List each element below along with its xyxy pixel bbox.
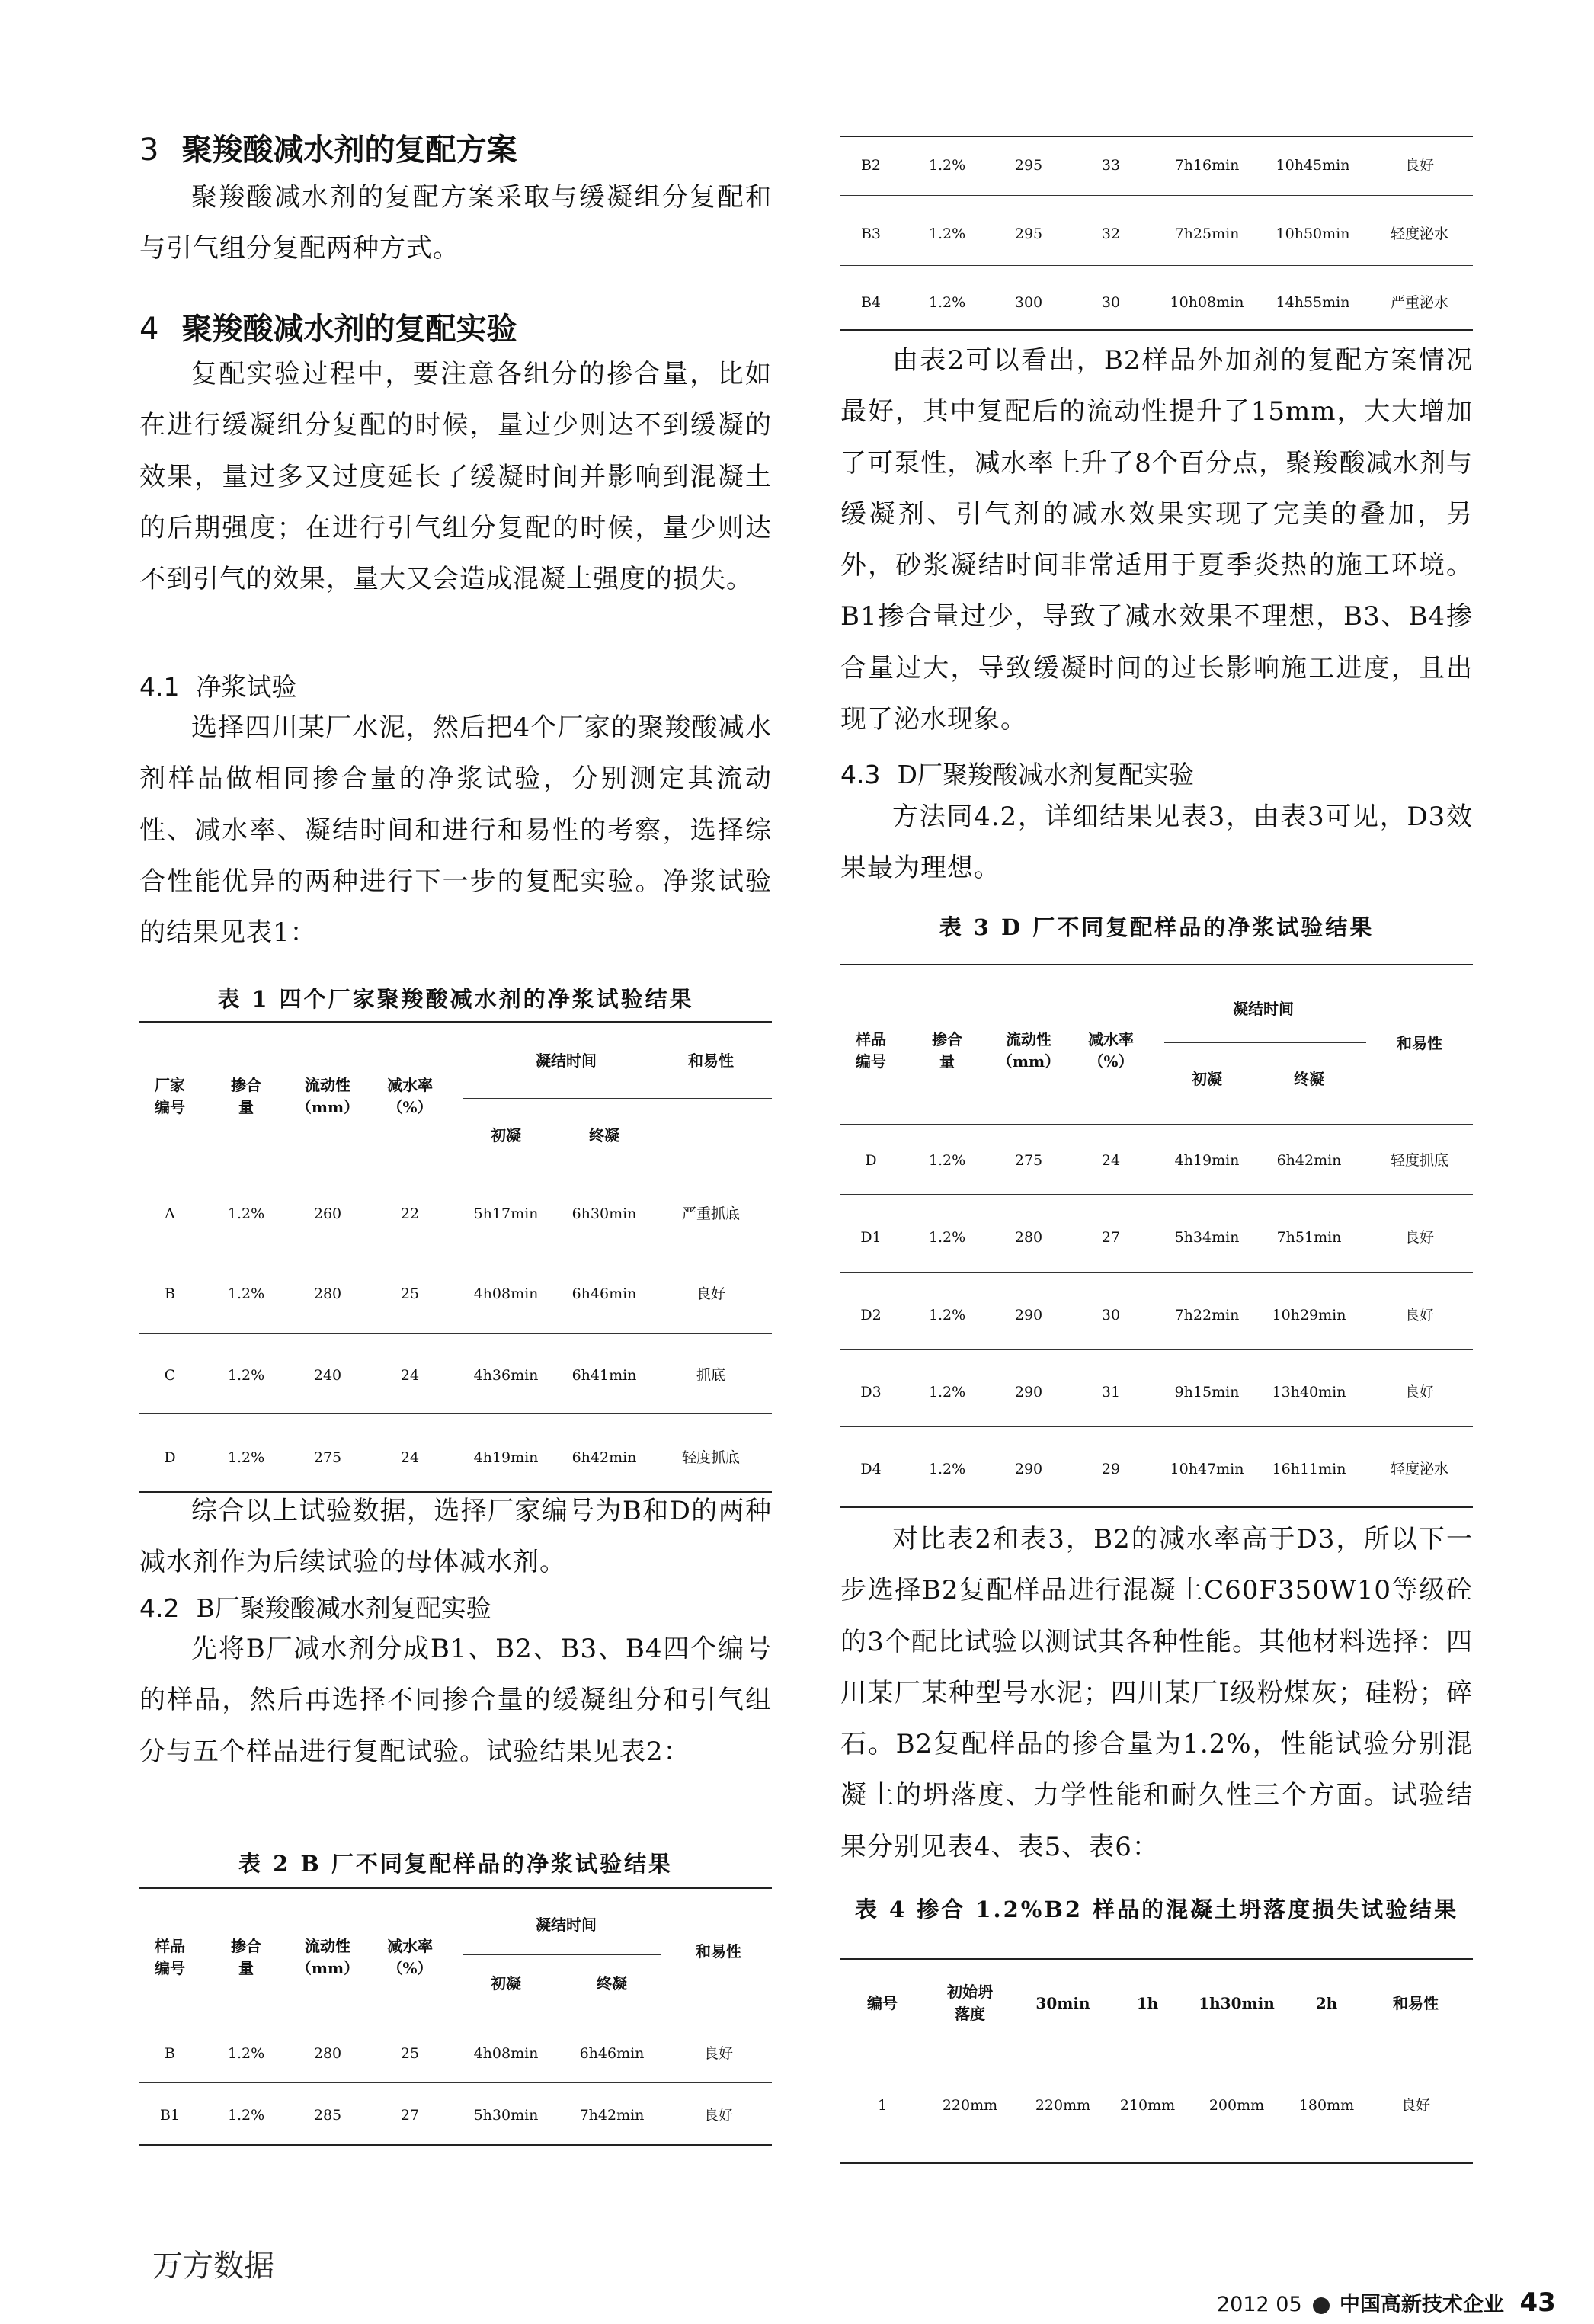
cell-wr: 30 [1101, 1307, 1121, 1324]
table-rule [840, 1349, 1473, 1350]
header-dose: 掺合 量 [231, 1076, 261, 1116]
cell-wr: 22 [400, 1205, 420, 1222]
cell-id: B [165, 1285, 175, 1302]
cell-flow: 280 [313, 2045, 342, 2062]
cell-id: D [865, 1152, 877, 1169]
cell-id: B4 [860, 294, 882, 311]
cell-workability: 良好 [703, 2045, 734, 2062]
table-1-caption: 表 1 四个厂家聚羧酸减水剂的净浆试验结果 [217, 986, 694, 1012]
watermark: 万方数据 [152, 2249, 274, 2284]
header-flow: 流动性 （mm） [296, 1937, 360, 1977]
table-2 [139, 1887, 772, 2177]
section-4-3-heading: 4.3 D厂聚羧酸减水剂复配实验 [840, 760, 1194, 789]
table-rule [840, 1194, 1473, 1195]
cell-initial: 4h08min [473, 2045, 539, 2062]
cell-flow: 290 [1014, 1461, 1043, 1477]
header-workability: 和易性 [688, 1052, 734, 1070]
cell-2h: 180mm [1298, 2097, 1355, 2114]
table-rule [840, 1124, 1473, 1125]
cell-dose: 1.2% [928, 1461, 966, 1477]
cell-initial: 5h34min [1174, 1229, 1240, 1246]
journal-name: 中国高新技术企业 [1339, 2293, 1504, 2316]
table-rule [840, 329, 1473, 331]
cell-final: 10h45min [1276, 157, 1350, 174]
header-initial-set: 初凝 [491, 1974, 521, 1993]
header-water-reduction: 减水率 （%） [387, 1076, 433, 1116]
cell-dose: 1.2% [928, 226, 966, 242]
section-4-2-heading: 4.2 B厂聚羧酸减水剂复配实验 [139, 1593, 491, 1623]
cell-id: D3 [860, 1384, 882, 1400]
cell-initial: 7h16min [1174, 157, 1240, 174]
cell-wr: 30 [1101, 294, 1121, 311]
cell-wr: 27 [400, 2107, 420, 2124]
cell-flow: 275 [1014, 1152, 1043, 1169]
page-number: 43 [1519, 2287, 1556, 2318]
cell-workability: 良好 [1400, 2097, 1431, 2114]
cell-dose: 1.2% [928, 1307, 966, 1324]
header-final-set: 终凝 [589, 1126, 619, 1144]
cell-flow: 290 [1014, 1307, 1043, 1324]
header-30min: 30min [1035, 1994, 1090, 2012]
section-4-paragraph: 复配实验过程中，要注意各组分的掺合量，比如在进行缓凝组分复配的时候，量过少则达不到缓凝的效果，量过多又过度延长了缓凝时间并影响到混凝土的后期强度；在进行引气组分复配的时候，量少则达不到引气的效果，量大又会造成混凝土强度的损失。 [139, 359, 772, 595]
table-rule [840, 1958, 1473, 1960]
header-1h30min: 1h30min [1199, 1994, 1275, 2012]
cell-id: D1 [860, 1229, 882, 1246]
table-3 [840, 964, 1473, 1513]
table-rule [139, 1021, 772, 1023]
cell-wr: 32 [1101, 226, 1121, 242]
cell-initial: 4h08min [473, 1285, 539, 1302]
cell-id: B1 [159, 2107, 181, 2124]
header-workability: 和易性 [1397, 1034, 1442, 1052]
section-3-paragraph: 聚羧酸减水剂的复配方案采取与缓凝组分复配和与引气组分复配两种方式。 [139, 182, 772, 264]
cell-workability: 轻度泌水 [1390, 1461, 1449, 1477]
cell-final: 6h42min [1276, 1152, 1342, 1169]
cell-wr: 24 [1101, 1152, 1121, 1169]
cell-workability: 轻度抓底 [1390, 1152, 1449, 1169]
table-1 [139, 1021, 772, 1509]
cell-workability: 良好 [1404, 157, 1435, 174]
header-flow: 流动性 （mm） [997, 1030, 1061, 1071]
cell-initial: 5h30min [473, 2107, 539, 2124]
table-rule [840, 964, 1473, 965]
cell-final: 6h41min [571, 1367, 637, 1384]
cell-workability: 轻度抓底 [681, 1449, 741, 1466]
cell-dose: 1.2% [227, 1205, 265, 1222]
header-1h: 1h [1136, 1994, 1159, 2012]
table-rule [139, 2144, 772, 2146]
header-initial-set: 初凝 [1192, 1070, 1222, 1088]
paragraph-after-table-1: 综合以上试验数据，选择厂家编号为B和D的两种减水剂作为后续试验的母体减水剂。 [139, 1496, 772, 1578]
cell-flow: 280 [313, 1285, 342, 1302]
header-number: 编号 [867, 1994, 898, 2012]
cell-initial: 10h47min [1170, 1461, 1244, 1477]
cell-final: 13h40min [1272, 1384, 1346, 1400]
cell-initial: 5h17min [473, 1205, 539, 1222]
cell-dose: 1.2% [928, 157, 966, 174]
cell-dose: 1.2% [928, 1229, 966, 1246]
header-subrule [463, 1098, 772, 1099]
section-4-3-paragraph: 方法同4.2，详细结果见表3，由表3可见，D3效果最为理想。 [840, 802, 1473, 884]
section-4-2-paragraph: 先将B厂减水剂分成B1、B2、B3、B4四个编号的样品，然后再选择不同掺合量的缓凝组分和引气组分与五个样品进行复配试验。试验结果见表2： [139, 1634, 772, 1767]
cell-wr: 29 [1101, 1461, 1121, 1477]
header-setting-time: 凝结时间 [536, 1916, 597, 1934]
cell-1h30min: 200mm [1208, 2097, 1265, 2114]
cell-final: 14h55min [1276, 294, 1350, 311]
header-workability: 和易性 [1393, 1994, 1439, 2012]
cell-wr: 25 [400, 2045, 420, 2062]
cell-final: 7h51min [1276, 1229, 1342, 1246]
cell-flow: 240 [313, 1367, 342, 1384]
cell-wr: 27 [1101, 1229, 1121, 1246]
header-subrule [463, 1954, 661, 1955]
cell-workability: 严重泌水 [1390, 294, 1449, 311]
cell-id: A [165, 1205, 175, 1222]
cell-id: B2 [860, 157, 882, 174]
cell-initial: 9h15min [1174, 1384, 1240, 1400]
table-rule [840, 1426, 1473, 1427]
cell-flow: 300 [1014, 294, 1043, 311]
table-4-caption: 表 4 掺合 1.2%B2 样品的混凝土坍落度损失试验结果 [854, 1897, 1459, 1922]
cell-wr: 33 [1101, 157, 1121, 174]
cell-flow: 285 [313, 2107, 342, 2124]
cell-wr: 24 [400, 1367, 420, 1384]
cell-id: D2 [860, 1307, 882, 1324]
header-workability: 和易性 [696, 1942, 741, 1961]
cell-wr: 24 [400, 1449, 420, 1466]
header-id: 样品 编号 [155, 1937, 185, 1977]
cell-dose: 1.2% [928, 294, 966, 311]
table-rule [840, 265, 1473, 266]
cell-final: 6h46min [579, 2045, 645, 2062]
header-final-set: 终凝 [597, 1974, 627, 1993]
cell-workability: 良好 [696, 1285, 726, 1302]
cell-final: 6h42min [571, 1449, 637, 1466]
table-rule [139, 1413, 772, 1414]
table-rule [840, 2162, 1473, 2164]
header-setting-time: 凝结时间 [1233, 1000, 1294, 1018]
cell-wr: 25 [400, 1285, 420, 1302]
table-2-continued [840, 136, 1473, 334]
cell-final: 10h50min [1276, 226, 1350, 242]
table-rule [840, 1272, 1473, 1273]
cell-flow: 280 [1014, 1229, 1043, 1246]
cell-id: B [165, 2045, 175, 2062]
cell-workability: 严重抓底 [681, 1205, 741, 1222]
header-dose: 掺合 量 [231, 1937, 261, 1977]
cell-dose: 1.2% [227, 1449, 265, 1466]
cell-final: 6h46min [571, 1285, 637, 1302]
cell-flow: 290 [1014, 1384, 1043, 1400]
cell-id: D [164, 1449, 176, 1466]
cell-workability: 良好 [1404, 1229, 1435, 1246]
cell-dose: 1.2% [227, 2045, 265, 2062]
header-setting-time: 凝结时间 [536, 1052, 597, 1070]
cell-final: 16h11min [1272, 1461, 1346, 1477]
cell-number: 1 [877, 2097, 888, 2114]
table-rule [139, 2082, 772, 2083]
paragraph-after-table-3: 对比表2和表3，B2的减水率高于D3，所以下一步选择B2复配样品进行混凝土C60F350W10等级砼的3个配比试验以测试其各种性能。其他材料选择：四川某厂某种型号水泥；四川某厂Ⅰ级粉煤灰；硅粉；碎石。B2复配样品的掺合量为1.2%，性能试验分别混凝土的坍落度、力学性能和耐久性三个方面。试验结果分别见表4、表5、表6： [840, 1524, 1473, 1862]
header-initial-slump: 初始坍 落度 [947, 1983, 993, 2023]
header-id: 厂家 编号 [155, 1076, 185, 1116]
cell-flow: 295 [1014, 157, 1043, 174]
cell-final: 7h42min [579, 2107, 645, 2124]
cell-initial: 10h08min [1170, 294, 1244, 311]
section-3-heading: 3 聚羧酸减水剂的复配方案 [139, 132, 517, 168]
table-rule [840, 136, 1473, 137]
header-dose: 掺合 量 [932, 1030, 962, 1071]
header-2h: 2h [1315, 1994, 1338, 2012]
cell-dose: 1.2% [227, 2107, 265, 2124]
cell-final: 6h30min [571, 1205, 637, 1222]
header-id: 样品 编号 [856, 1030, 886, 1071]
cell-workability: 抓底 [696, 1367, 726, 1384]
table-rule [139, 1887, 772, 1889]
cell-workability: 良好 [1404, 1384, 1435, 1400]
cell-workability: 良好 [1404, 1307, 1435, 1324]
cell-30min: 220mm [1035, 2097, 1091, 2114]
section-4-1-heading: 4.1 净浆试验 [139, 672, 297, 702]
journal-logo-icon [1313, 2297, 1330, 2314]
table-rule [139, 1333, 772, 1334]
section-4-1-paragraph: 选择四川某厂水泥，然后把4个厂家的聚羧酸减水剂样品做相同掺合量的净浆试验，分别测定其流动性、减水率、凝结时间和进行和易性的考察，选择综合性能优异的两种进行下一步的复配实验。净浆试验的结果见表1： [139, 712, 772, 949]
header-subrule [1164, 1042, 1366, 1043]
table-rule [840, 1506, 1473, 1508]
cell-initial: 4h19min [473, 1449, 539, 1466]
cell-initial: 4h19min [1174, 1152, 1240, 1169]
section-4-heading: 4 聚羧酸减水剂的复配实验 [139, 311, 517, 347]
table-4 [840, 1958, 1473, 2172]
cell-dose: 1.2% [227, 1367, 265, 1384]
header-final-set: 终凝 [1294, 1070, 1324, 1088]
cell-dose: 1.2% [227, 1285, 265, 1302]
cell-initial: 4h36min [473, 1367, 539, 1384]
cell-wr: 31 [1101, 1384, 1121, 1400]
page-footer [1217, 2287, 1556, 2318]
cell-workability: 轻度泌水 [1390, 226, 1449, 242]
table-2-caption: 表 2 B 厂不同复配样品的净浆试验结果 [238, 1851, 673, 1877]
paragraph-after-table-2: 由表2可以看出，B2样品外加剂的复配方案情况最好，其中复配后的流动性提升了15mm，大大增加了可泵性，减水率上升了8个百分点，聚羧酸减水剂与缓凝剂、引气剂的减水效果实现了完美的叠加，另外，砂浆凝结时间非常适用于夏季炎热的施工环境。B1掺合量过少，导致了减水效果不理想，B3、B4掺合量过大，导致缓凝时间的过长影响施工进度，且出现了泌水现象。 [840, 345, 1473, 735]
cell-dose: 1.2% [928, 1152, 966, 1169]
cell-flow: 260 [313, 1205, 342, 1222]
cell-initial-slump: 220mm [942, 2097, 998, 2114]
cell-flow: 275 [313, 1449, 342, 1466]
cell-workability: 良好 [703, 2107, 734, 2124]
table-rule [840, 195, 1473, 196]
cell-id: C [164, 1367, 176, 1384]
cell-flow: 295 [1014, 226, 1043, 242]
header-flow: 流动性 （mm） [296, 1076, 360, 1116]
cell-id: B3 [860, 226, 882, 242]
cell-initial: 7h25min [1174, 226, 1240, 242]
cell-id: D4 [860, 1461, 882, 1477]
cell-dose: 1.2% [928, 1384, 966, 1400]
table-3-caption: 表 3 D 厂不同复配样品的净浆试验结果 [939, 914, 1375, 940]
issue-date: 2012 05 [1217, 2293, 1302, 2316]
cell-initial: 7h22min [1174, 1307, 1240, 1324]
cell-1h: 210mm [1119, 2097, 1176, 2114]
header-water-reduction: 减水率 （%） [1088, 1030, 1134, 1071]
header-water-reduction: 减水率 （%） [387, 1937, 433, 1977]
cell-final: 10h29min [1272, 1307, 1346, 1324]
header-initial-set: 初凝 [491, 1126, 521, 1144]
